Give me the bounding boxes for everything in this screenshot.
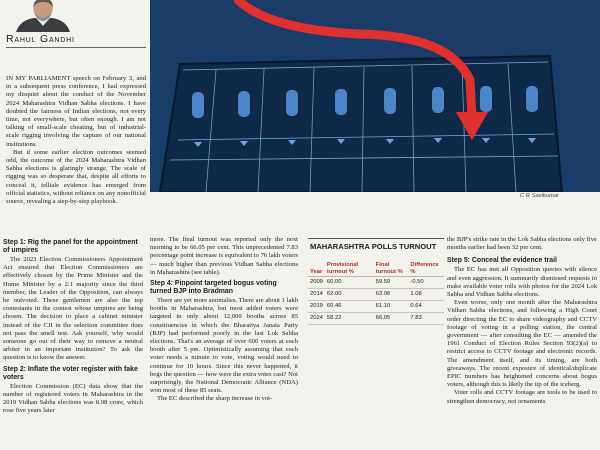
step-4-paragraph-2: The EC described the sharp increase in vot- bbox=[157, 395, 273, 403]
lead-column bbox=[6, 75, 146, 206]
table-cell: 62.00 bbox=[325, 289, 374, 301]
table-header: Provisional turnout % bbox=[325, 261, 374, 277]
article-column-2 bbox=[150, 236, 298, 404]
step-5-paragraph-2: Even worse, only one month after the Maharashtra Vidhan Sabha elections, and following a High Court order directing the EC to share videography and CCTV footage of voting in a polling station, the central government — after consulting the EC — amended the 1961 Conduct of Election Rules Section 93(2)(a) to restrict access to CCTV footage and electronic records. The amendment itself, and its timing, are both giveaways. The recent exposure of identical/duplicate EPIC numbers has heightened concerns about bogus voters, although this is likely the tip of the iceberg. bbox=[447, 299, 597, 389]
table-header: Year bbox=[308, 261, 325, 277]
step-5-heading: Step 5: Conceal the evidence trail bbox=[447, 257, 557, 265]
table-cell: 2019 bbox=[308, 301, 325, 313]
step-2-heading: Step 2: Inflate the voter register with fake voters bbox=[3, 365, 138, 381]
table-cell: 59.50 bbox=[374, 277, 409, 289]
step-1-heading: Step 1: Rig the panel for the appointment of umpires bbox=[3, 239, 138, 254]
byline: Rahul Gandhi bbox=[6, 33, 75, 45]
article-column-3 bbox=[447, 236, 597, 406]
article-column-1 bbox=[3, 236, 143, 415]
table-cell: 66.05 bbox=[374, 313, 409, 325]
step-4-paragraph: There are yet more anomalies. There are about 1 lakh booths in Maharashtra, but most added voters were targeted in only about 12,000 booths across 85 constituencies in which the Bharatiya Janata Party (BJP) had performed poorly in the last Lok Sabha elections. That's an average of over 600 voters at each booth after 5 pm. Optimistically assuming that each voter needs a minute to vote, voting would need to continue for 10 hours. Since this never happened, it begs the question — how were the extra votes cast? Not surprisingly, the National Democratic Alliance (NDA) won most of these 85 seats. bbox=[150, 297, 298, 395]
step-1-paragraph: The 2023 Election Commissioners Appointment Act ensured that Election Commissioners are effectively chosen by the Prime Minister and the Home Minister by a 2:1 majority since the third member, the Leader of the Opposition, can always be outvoted. These gentlemen are also the top contestants in the contest whose umpires are being chosen. The decision to place a cabinet minister instead of the CJI in the selection committee does not pass the smell test. Ask yourself, why would someone go out of their way to remove a neutral arbiter in an important institution? To ask the question is to know the answer. bbox=[3, 256, 143, 362]
image-credit: C R Sasikumar bbox=[520, 193, 559, 199]
table-row bbox=[308, 277, 444, 289]
table-cell: 60.00 bbox=[325, 277, 374, 289]
table-cell: 2024 bbox=[308, 313, 325, 325]
illustration bbox=[150, 0, 600, 192]
table-cell: 61.10 bbox=[374, 301, 409, 313]
turnout-table-box bbox=[308, 238, 444, 325]
table-cell: 0.64 bbox=[408, 301, 444, 313]
step-3-continued: more. The final turnout was reported only the next morning to be 66.05 per cent. This unprecedented 7.83 percentage point increase is equivalent to 76 lakh voters — much higher than previous Vidhan Sabha elections in Maharashtra (see table). bbox=[150, 236, 298, 276]
table-cell: -0.50 bbox=[408, 277, 444, 289]
turnout-table bbox=[308, 261, 444, 325]
table-cell: 58.22 bbox=[325, 313, 374, 325]
step-5-paragraph-3: Voter rolls and CCTV footage are tools to be used to strengthen democracy, not ornaments bbox=[447, 389, 597, 405]
table-row bbox=[308, 289, 444, 301]
voting-machine-illustration bbox=[150, 0, 600, 192]
table-cell: 1.08 bbox=[408, 289, 444, 301]
step-2-paragraph: Election Commission (EC) data show that the number of registered voters in Maharashtra in the 2019 Vidhan Sabha elections was 8.98 crore, which rose five years later bbox=[3, 382, 143, 415]
byline-divider bbox=[6, 47, 146, 48]
step-4-heading: Step 4: Pinpoint targeted bogus voting turned BJP into Bradman bbox=[150, 280, 277, 296]
lead-paragraph: But if some earlier election outcomes seemed odd, the outcome of the 2024 Maharashtra Vidhan Sabha elections is glaringly strange. The scale of rigging was so desperate that, despite all efforts to conceal it, telltale evidence has emerged from official statistics, without reliance on any nonofficial source, revealing a step-by-step playbook. bbox=[6, 148, 146, 206]
lead-paragraph: IN MY PARLIAMENT speech on February 3, and in a subsequent press conference, I had expressed my disquiet about the conduct of the November 2024 Maharashtra Vidhan Sabha elections. I have doubted the fairness of Indian elections, not every time, not everywhere, but often enough. I am not talking of small-scale cheating, but of industrial-scale rigging involving the capture of our national institutions. bbox=[6, 75, 146, 148]
table-header: Final turnout % bbox=[374, 261, 409, 277]
table-cell: 60.46 bbox=[325, 301, 374, 313]
step-4-tail: the BJP's strike rate in the Lok Sabha elections only five months earlier had been 32 per cent. bbox=[447, 236, 597, 252]
table-header: Difference % bbox=[408, 261, 444, 277]
table-cell: 7.83 bbox=[408, 313, 444, 325]
step-5-paragraph: The EC has met all Opposition queries with silence and even aggression. It summarily dismissed requests to make available voter rolls with photos for the 2024 Lok Sabha and Vidhan Sabha elections. bbox=[447, 266, 597, 299]
table-title: MAHARASHTRA POLLS TURNOUT bbox=[308, 238, 444, 251]
table-cell: 2014 bbox=[308, 289, 325, 301]
table-row bbox=[308, 313, 444, 325]
table-row bbox=[308, 301, 444, 313]
table-cell: 2009 bbox=[308, 277, 325, 289]
table-cell: 63.08 bbox=[374, 289, 409, 301]
author-photo bbox=[8, 0, 78, 32]
